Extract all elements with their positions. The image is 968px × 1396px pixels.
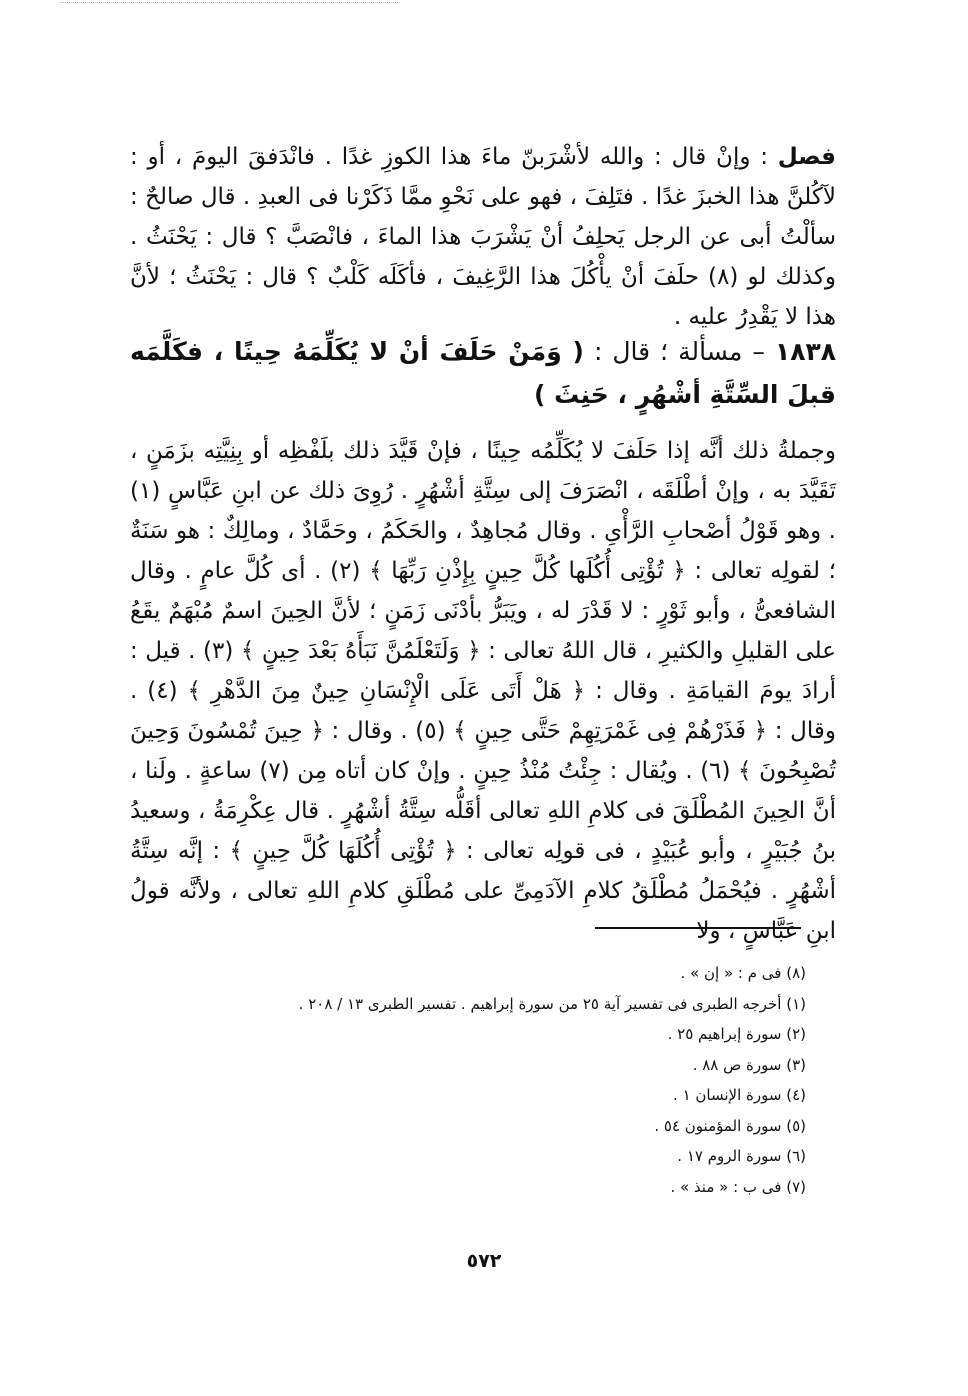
- footnote: (٤) سورة الإنسان ١ .: [673, 1086, 806, 1104]
- footnote: (٣) سورة ص ٨٨ .: [692, 1055, 806, 1074]
- footnote: (٨) فى م : « إن » .: [680, 964, 806, 982]
- footnotes-list: [200, 958, 806, 1202]
- footnote: (٧) فى ب : « منذ » .: [670, 1177, 806, 1196]
- fasl-text: : وإنْ قال : والله لأشْرَبنّ ماءَ هذا الكوزِ غدًا . فانْدَفقَ اليومَ ، أو : لآكُلنَّ هذا الخبزَ غدًا . فتَلِفَ ، فهو على نَحْوِ ممَّا ذَكَرْنا فى العبدِ . قال صالحٌ : سألْتُ أبى عن الرجل يَحلِفُ أنْ يَشْرَبَ هذا الماءَ ، فانْصَبَّ ؟ قال : يَحْنَثُ . وكذلك لو (٨) حلَفَ أنْ يأْكُلَ هذا الرَّغِيفَ ، فأكَلَه كَلْبٌ ؟ قال : يَحْنَثُ ؛ لأنَّ هذا لا يَقْدِرُ عليه .: [130, 144, 836, 330]
- masala-dash: –: [742, 337, 775, 366]
- footnote: (٦) سورة الروم ١٧ .: [677, 1147, 806, 1165]
- footnote: (٢) سورة إبراهيم ٢٥ .: [667, 1025, 806, 1043]
- fasl-section: [130, 137, 836, 337]
- masala-quote: ( وَمَنْ حَلَفَ أنْ لا يُكَلِّمَهُ حِينًا ، فكَلَّمَه قبلَ السِّتَّةِ أشْهُرٍ ، حَنِثَ ): [130, 337, 836, 409]
- masala-heading-line: [130, 330, 836, 416]
- masala-label: مسألة ؛ قال :: [593, 337, 743, 366]
- masala-heading: [130, 330, 836, 416]
- top-edge-rule: [60, 2, 400, 3]
- footnote-separator: [595, 927, 801, 929]
- body-paragraph: وجملةُ ذلك أنَّه إذا حَلَفَ لا يُكَلِّمُه حِينًا ، فإنْ قَيَّدَ ذلك بلَفْظِه أو بِنِيَّتِه بزَمَنٍ ، تَقَيَّدَ به ، وإنْ أطْلَقَه ، انْصَرَفَ إلى سِتَّةِ أشْهُرٍ . رُوِىَ ذلك عن ابنِ عَبَّاسٍ (١) . وهو قَوْلُ أصْحابِ الرَّأْىِ . وقال مُجاهِدٌ ، والحَكَمُ ، وحَمَّادٌ ، ومالِكٌ : هو سَنَةٌ ؛ لقولِه تعالى : ﴿ تُؤْتِى أُكُلَها كُلَّ حِينٍ بِإِذْنِ رَبِّهَا ﴾ (٢) . أى كُلَّ عامٍ . وقال الشافعىُّ ، وأبو ثَوْرٍ : لا قَدْرَ له ، ويَبَرُّ بأدْنَى زَمَنٍ ؛ لأنَّ الحِينَ اسمٌ مُبْهَمٌ يقَعُ على القليلِ والكثيرِ ، قال اللهُ تعالى : ﴿ وَلَتَعْلَمُنَّ نَبَأَهُ بَعْدَ حِينٍ ﴾ (٣) . قيل : أرادَ يومَ القيامَةِ . وقال : ﴿ هَلْ أَتَى عَلَى الْإِنْسَانِ حِينٌ مِنَ الدَّهْرِ ﴾ (٤) . وقال : ﴿ فَذَرْهُمْ فِى غَمْرَتِهِمْ حَتَّى حِينٍ ﴾ (٥) . وقال : ﴿ حِينَ تُمْسُونَ وَحِينَ تُصْبِحُونَ ﴾ (٦) . ويُقال : جِئْتُ مُنْذُ حِينٍ . وإنْ كان أتاه مِن (٧) ساعةٍ . ولَنا ، أنَّ الحِينَ المُطْلَقَ فى كلامِ اللهِ تعالى أقَلُّه سِتَّةُ أشْهُرٍ . قال عِكْرِمَةُ ، وسعيدُ بنُ جُبَيْرٍ ، وأبو عُبَيْدٍ ، فى قولِه تعالى : ﴿ تُؤْتِى أُكُلَهَا كُلَّ حِينٍ ﴾ : إنَّه سِتَّةُ أشْهُرٍ . فيُحْمَلُ مُطْلَقُ كلامِ الآدَمِىِّ على مُطْلَقِ كلامِ اللهِ تعالى ، ولأنَّه قولُ ابنِ عَبَّاسٍ ، ولا: [130, 438, 837, 944]
- fasl-paragraph: [130, 137, 836, 337]
- masala-number: ١٨٣٨: [774, 337, 836, 366]
- masala-body: [130, 431, 836, 951]
- footnote: (١) أخرجه الطبرى فى تفسير آية ٢٥ من سورة إبراهيم . تفسير الطبرى ١٣ / ٢٠٨ .: [298, 994, 806, 1013]
- fasl-label: فصل: [777, 144, 836, 170]
- footnote: (٥) سورة المؤمنون ٥٤ .: [654, 1116, 806, 1135]
- page-number: ٥٧٢: [466, 1250, 502, 1272]
